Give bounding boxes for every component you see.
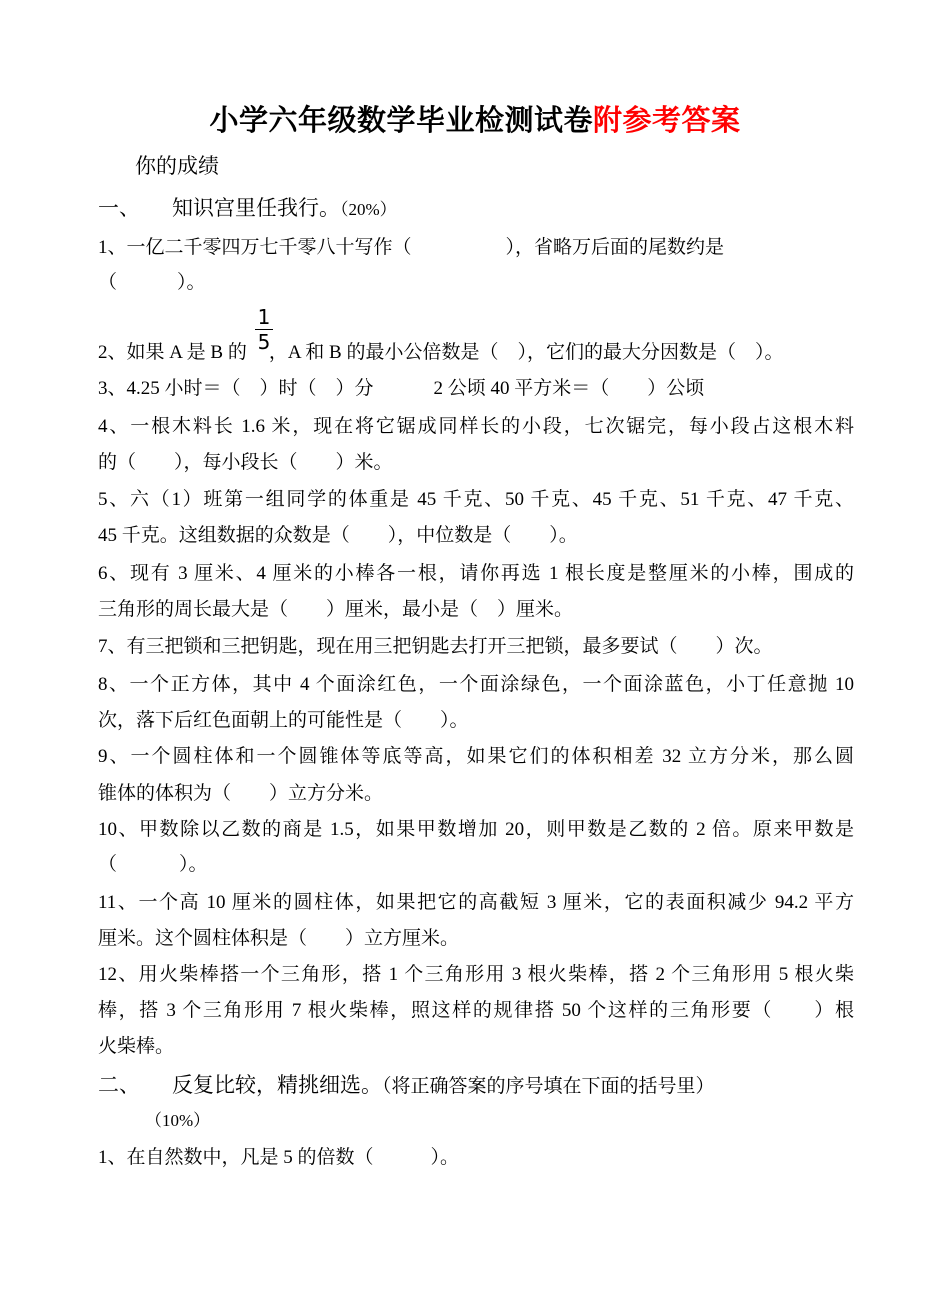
question-10-line-2 xyxy=(98,852,854,878)
page-title xyxy=(0,98,950,139)
question-1-line-2 xyxy=(98,270,854,296)
section-1-heading xyxy=(98,194,397,224)
q10-text-c: ）。 xyxy=(179,854,208,875)
question-6-line-1: 6、现有 3 厘米、4 厘米的小棒各一根，请你再选 1 根长度是整厘米的小棒，围成的 xyxy=(98,563,854,584)
section-2-title: 反复比较，精挑细选。 xyxy=(172,1073,382,1097)
question-7: 7、有三把锁和三把钥匙，现在用三把钥匙去打开三把锁，最多要试（ ）次。 xyxy=(98,636,773,657)
question-11-line-1: 11、一个高 10 厘米的圆柱体，如果把它的高截短 3 厘米，它的表面积减少 94.2 平方 xyxy=(98,892,854,913)
question-4-line-2: 的（ ），每小段长（ ）米。 xyxy=(98,452,393,473)
question-9-line-1: 9、一个圆柱体和一个圆锥体等底等高，如果它们的体积相差 32 立方分米，那么圆 xyxy=(98,746,854,767)
score-label: 你的成绩 xyxy=(135,154,219,178)
q1-text-c: （ xyxy=(98,272,118,293)
q2-text-a: 2、如果 A 是 B 的 xyxy=(98,342,247,363)
question-8-line-2: 次，落下后红色面朝上的可能性是（ ）。 xyxy=(98,710,469,731)
q10-text-b: （ xyxy=(98,854,118,875)
question-4-line-1: 4、一根木料长 1.6 米，现在将它锯成同样长的小段，七次锯完，每小段占这根木料 xyxy=(98,416,854,437)
section-2-question-1: 1、在自然数中，凡是 5 的倍数（ ）。 xyxy=(98,1147,460,1168)
question-9-line-2: 锥体的体积为（ ）立方分米。 xyxy=(98,783,384,804)
section-1-title: 知识宫里任我行。 xyxy=(172,196,340,220)
question-8-line-1: 8、一个正方体，其中 4 个面涂红色，一个面涂绿色，一个面涂蓝色，小丁任意抛 10 xyxy=(98,674,854,695)
q1-text-a: 1、一亿二千零四万七千零八十写作（ xyxy=(98,237,412,258)
question-5-line-2: 45 千克。这组数据的众数是（ ），中位数是（ ）。 xyxy=(98,525,578,546)
question-1-line-1 xyxy=(98,235,854,261)
section-1-number: 一、 xyxy=(98,196,140,220)
section-2-heading xyxy=(98,1071,715,1101)
section-2-note: （将正确答案的序号填在下面的括号里） xyxy=(382,1076,715,1097)
section-2-percent: （10%） xyxy=(145,1111,211,1130)
title-answer-suffix: 附参考答案 xyxy=(593,105,741,137)
q3-text-a: 3、4.25 小时＝（ ）时（ ）分 xyxy=(98,378,374,399)
q1-text-d: ）。 xyxy=(177,272,206,293)
question-10-line-1: 10、甲数除以乙数的商是 1.5，如果甲数增加 20，则甲数是乙数的 2 倍。原来甲数是 xyxy=(98,819,854,840)
title-main: 小学六年级数学毕业检测试卷 xyxy=(209,105,593,137)
section-2-number: 二、 xyxy=(98,1073,140,1097)
question-12-line-3: 火柴棒。 xyxy=(98,1036,175,1057)
question-11-line-2: 厘米。这个圆柱体积是（ ）立方厘米。 xyxy=(98,928,460,949)
fraction-denominator: 5 xyxy=(257,330,271,354)
question-3 xyxy=(98,376,854,402)
fraction-numerator: 1 xyxy=(257,305,271,329)
question-12-line-1: 12、用火柴棒搭一个三角形，搭 1 个三角形用 3 根火柴棒，搭 2 个三角形用 5 根火柴 xyxy=(98,964,854,985)
question-2 xyxy=(98,340,854,366)
question-5-line-1: 5、六（1）班第一组同学的体重是 45 千克、50 千克、45 千克、51 千克、47 千克、 xyxy=(98,489,854,510)
q1-text-b: ），省略万后面的尾数约是 xyxy=(505,237,725,258)
section-1-percent: （20%） xyxy=(340,200,397,219)
question-6-line-2: 三角形的周长最大是（ ）厘米，最小是（ ）厘米。 xyxy=(98,599,574,620)
q2-text-b: ，A 和 B 的最小公倍数是（ ），它们的最大分因数是（ ）。 xyxy=(268,342,784,363)
q3-text-b: 2 公顷 40 平方米＝（ ）公顷 xyxy=(433,378,705,399)
question-12-line-2: 棒，搭 3 个三角形用 7 根火柴棒，照这样的规律搭 50 个这样的三角形要（ ）根 xyxy=(98,1000,854,1021)
